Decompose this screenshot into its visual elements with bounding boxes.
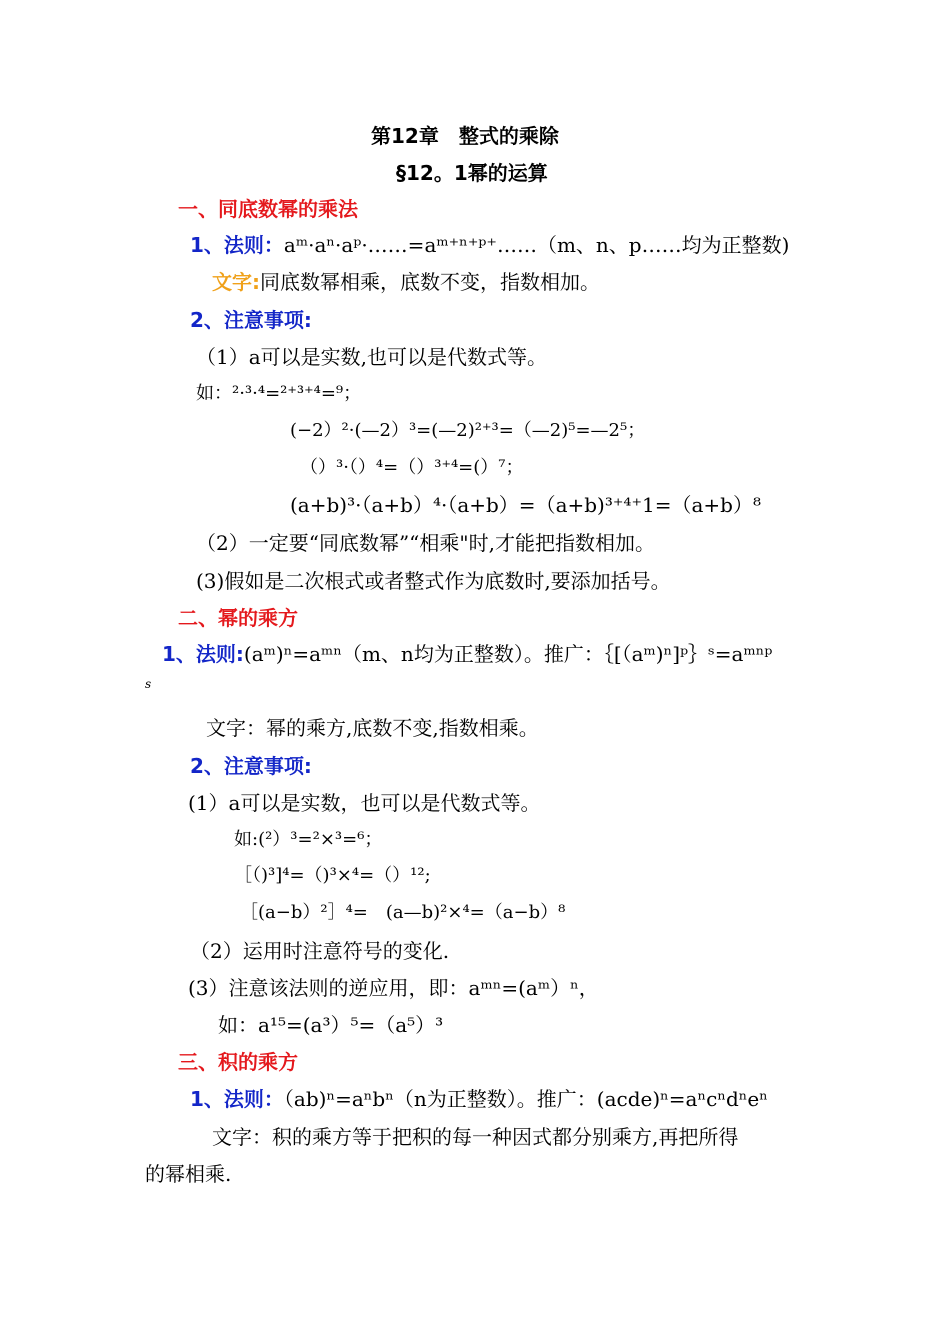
note-line: （2）运用时注意符号的变化.	[190, 939, 450, 963]
section-title: §12。1幂的运算	[396, 161, 548, 185]
rule-wrap: s	[145, 677, 152, 691]
rule-line-2	[162, 640, 772, 668]
note-line: (a+b)³·（a+b）⁴·（a+b）=（a+b)³⁺⁴⁺1=（a+b）⁸	[290, 493, 761, 517]
text-body: 同底数幂相乘，底数不变，指数相加。	[260, 270, 600, 294]
section-heading-2: 二、幂的乘方	[178, 606, 298, 630]
note-line: (−2）²·(—2）³=(—2)²⁺³=（—2)⁵=—2⁵；	[290, 420, 646, 441]
note-line: ［(a−b）²］⁴= (a—b)²×⁴=（a−b）⁸	[240, 902, 566, 923]
text-line-3: 文字：积的乘方等于把积的每一种因式都分别乘方,再把所得	[212, 1125, 739, 1149]
note-line: （）³·（）⁴=（）³⁺⁴=(）⁷；	[300, 457, 524, 478]
text-line-2: 文字：幂的乘方,底数不变,指数相乘。	[206, 716, 539, 740]
notes-heading-2: 2、注意事项:	[190, 754, 312, 778]
note-line: （1）a可以是实数,也可以是代数式等。	[196, 345, 548, 369]
rule-formula: （ab)ⁿ=aⁿbⁿ（n为正整数）。推广：(acde)ⁿ=aⁿcⁿdⁿeⁿ	[283, 1087, 768, 1111]
text-label: 文字:	[212, 270, 260, 294]
text-line-1	[212, 268, 600, 296]
chapter-title: 第12章 整式的乘除	[371, 124, 559, 148]
rule-label: 1、法则：	[190, 233, 284, 257]
note-line: （2）一定要“同底数幂”“相乘"时,才能把指数相加。	[196, 531, 655, 555]
rule-formula: aᵐ·aⁿ·aᵖ·……=aᵐ⁺ⁿ⁺ᵖ⁺……（m、n、p……均为正整数)	[283, 233, 790, 257]
rule-line-1	[190, 231, 789, 259]
notes-heading-1: 2、注意事项:	[190, 308, 312, 332]
note-line: 如:(²）³=²×³=⁶；	[234, 829, 383, 850]
note-line: ［（)³]⁴=（)³×⁴=（）¹²;	[234, 865, 431, 886]
section-heading-3: 三、积的乘方	[178, 1050, 298, 1074]
rule-formula: (aᵐ)ⁿ=aᵐⁿ（m、n均为正整数）。推广：｛[（aᵐ)ⁿ]ᵖ｝ˢ=aᵐⁿᵖ	[243, 642, 773, 666]
rule-label: 1、法则:	[162, 642, 244, 666]
section-heading-1: 一、同底数幂的乘法	[178, 197, 358, 221]
rule-label: 1、法则：	[190, 1087, 284, 1111]
note-line: (3)假如是二次根式或者整式作为底数时,要添加括号。	[196, 569, 671, 593]
note-line: (3）注意该法则的逆应用，即：aᵐⁿ=(aᵐ）ⁿ，	[188, 976, 599, 1000]
text-line-3-wrap: 的幂相乘.	[145, 1162, 232, 1186]
note-line: (1）a可以是实数，也可以是代数式等。	[188, 791, 541, 815]
rule-line-3	[190, 1085, 768, 1113]
note-line: 如：a¹⁵=(a³）⁵=（a⁵）³	[218, 1013, 444, 1037]
note-line: 如：²·³·⁴=²⁺³⁺⁴=⁹；	[196, 383, 362, 404]
